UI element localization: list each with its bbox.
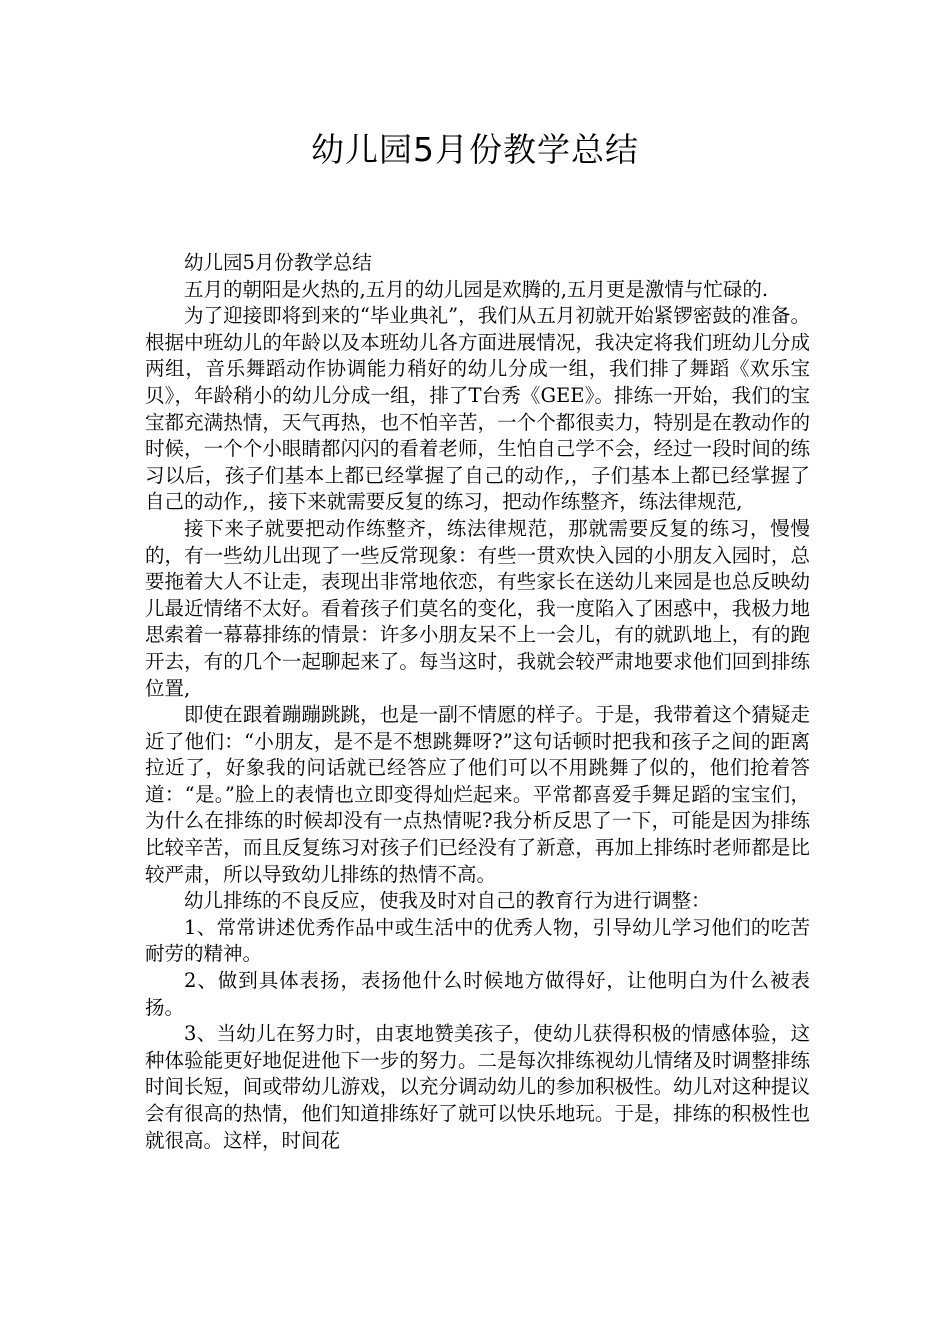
paragraph-item-2: 2、做到具体表扬，表扬他什么时候地方做得好，让他明白为什么被表扬。 <box>145 969 810 1019</box>
paragraph-item-3: 3、当幼儿在努力时，由衷地赞美孩子，使幼儿获得积极的情感体验，这种体验能更好地促进他下一步的努力。二是每次排练视幼儿情绪及时调整排练时间长短，间或带幼儿游戏，以充分调动幼儿的参加积极性。幼儿对这种提议会有很高的热情，他们知道排练好了就可以快乐地玩。于是，排练的积极性也就很高。这样，时间花 <box>145 1022 810 1152</box>
paragraph-subtitle: 幼儿园5月份教学总结 <box>184 251 372 274</box>
paragraph-practice: 接下来子就要把动作练整齐，练法律规范，那就需要反复的练习，慢慢的，有一些幼儿出现了一些反常现象：有些一贯欢快入园的小朋友入园时，总要拖着大人不让走，表现出非常地依恋，有些家长在送幼儿来园是也总反映幼儿最近情绪不太好。看着孩子们莫名的变化，我一度陷入了困惑中，我极力地思索着一幕幕排练的情景：许多小朋友呆不上一会儿，有的就趴地上，有的跑开去，有的几个一起聊起来了。每当这时，我就会较严肃地要求他们回到排练位置, <box>145 516 810 700</box>
paragraph-intro: 五月的朝阳是火热的,五月的幼儿园是欢腾的,五月更是激情与忙碌的. <box>184 277 769 301</box>
paragraph-preparation: 为了迎接即将到来的“毕业典礼”，我们从五月初就开始紧锣密鼓的准备。根据中班幼儿的年龄以及本班幼儿各方面进展情况，我决定将我们班幼儿分成两组，音乐舞蹈动作协调能力稍好的幼儿分成一组，我们排了舞蹈《欢乐宝贝》，年龄稍小的幼儿分成一组，排了T台秀《GEE》。排练一开始，我们的宝宝都充满热情，天气再热，也不怕辛苦，一个个都很卖力，特别是在教动作的时候，一个个小眼睛都闪闪的看着老师，生怕自己学不会，经过一段时间的练习以后，孩子们基本上都已经掌握了自己的动作,，子们基本上都已经掌握了自己的动作,，接下来就需要反复的练习，把动作练整齐，练法律规范, <box>145 304 810 514</box>
document-title: 幼儿园5月份教学总结 <box>311 130 639 169</box>
paragraph-adjustment: 幼儿排练的不良反应，使我及时对自己的教育行为进行调整： <box>184 889 711 913</box>
paragraph-item-1: 1、常常讲述优秀作品中或生活中的优秀人物，引导幼儿学习他们的吃苦耐劳的精神。 <box>145 915 810 966</box>
document-body <box>145 250 810 1154</box>
paragraph-reflection: 即使在跟着蹦蹦跳跳，也是一副不情愿的样子。于是，我带着这个猜疑走近了他们：“小朋友，是不是不想跳舞呀?”这句话顿时把我和孩子之间的距离拉近了，好象我的问话就已经答应了他们可以不用跳舞了似的，他们抢着答道：“是。”脸上的表情也立即变得灿烂起来。平常都喜爱手舞足蹈的宝宝们，为什么在排练的时候却没有一点热情呢?我分析反思了一下，可能是因为排练比较辛苦，而且反复练习对孩子们已经没有了新意，再加上排练时老师都是比较严肃，所以导致幼儿排练的热情不高。 <box>145 703 810 886</box>
